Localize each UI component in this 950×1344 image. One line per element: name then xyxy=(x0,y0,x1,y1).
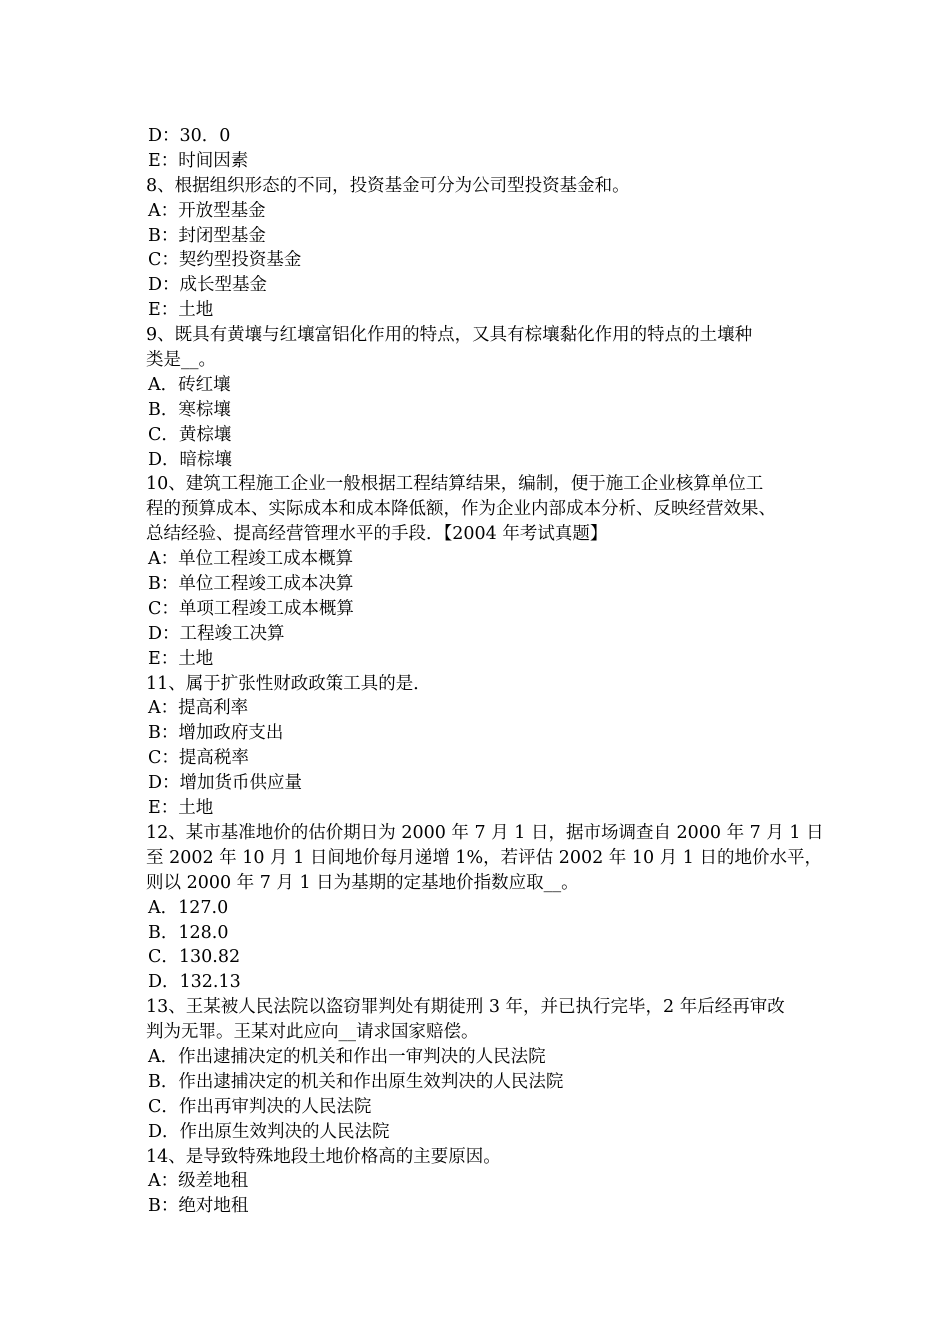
option-line: D：30．0 xyxy=(148,126,231,146)
option-line: C：单项工程竣工成本概算 xyxy=(148,598,354,619)
option-line: B：封闭型基金 xyxy=(148,225,266,246)
question-text xyxy=(146,821,824,896)
option-line: B．作出逮捕决定的机关和作出原生效判决的人民法院 xyxy=(148,1071,564,1092)
option-line: D：增加货币供应量 xyxy=(148,773,303,794)
answer-option xyxy=(148,1095,810,1120)
answer-option xyxy=(148,721,810,746)
answer-option xyxy=(148,647,810,672)
question-line: 14、是导致特殊地段土地价格高的主要原因。 xyxy=(146,1146,501,1167)
answer-option xyxy=(148,896,810,921)
option-line: E：土地 xyxy=(148,648,214,669)
option-line: C：契约型投资基金 xyxy=(148,250,302,271)
option-line: B：单位工程竣工成本决算 xyxy=(148,574,354,595)
option-line: A．作出逮捕决定的机关和作出一审判决的人民法院 xyxy=(148,1046,546,1067)
answer-option xyxy=(148,771,810,796)
answer-option xyxy=(148,1169,810,1194)
option-line: B．寒棕壤 xyxy=(148,399,231,420)
answer-option xyxy=(148,970,810,995)
answer-option xyxy=(148,921,810,946)
option-line: C：提高税率 xyxy=(148,748,249,769)
question-line: 9、既具有黄壤与红壤富铝化作用的特点，又具有棕壤黏化作用的特点的土壤种 xyxy=(146,325,753,346)
answer-option xyxy=(148,622,810,647)
option-line: E：土地 xyxy=(148,798,214,819)
answer-option xyxy=(148,1120,810,1145)
answer-option xyxy=(148,398,810,423)
question-line: 判为无罪。王某对此应向__请求国家赔偿。 xyxy=(146,1022,479,1043)
answer-option xyxy=(148,1194,810,1219)
answer-option xyxy=(148,448,810,473)
option-line: C．黄棕壤 xyxy=(148,424,232,445)
question-text xyxy=(146,672,810,697)
question-line: 则以 2000 年 7 月 1 日为基期的定基地价指数应取__。 xyxy=(146,872,579,893)
answer-option xyxy=(148,696,810,721)
question-line: 至 2002 年 10 月 1 日间地价每月递增 1%，若评估 2002 年 10 月 1 日的地价水平， xyxy=(146,847,822,868)
option-line: C．作出再审判决的人民法院 xyxy=(148,1096,372,1117)
option-line: E：土地 xyxy=(148,300,214,321)
option-line: E：时间因素 xyxy=(148,150,249,171)
answer-option xyxy=(148,373,810,398)
question-line: 12、某市基准地价的估价期日为 2000 年 7 月 1 日，据市场调查自 2000 年 7 月 1 日 xyxy=(146,822,824,843)
question-text xyxy=(146,472,810,547)
answer-option xyxy=(148,224,810,249)
question-line: 8、根据组织形态的不同，投资基金可分为公司型投资基金和。 xyxy=(146,175,630,196)
answer-option xyxy=(148,248,810,273)
answer-option xyxy=(148,1070,810,1095)
question-line: 13、王某被人民法院以盗窃罪判处有期徒刑 3 年，并已执行完毕，2 年后经再审改 xyxy=(146,997,785,1018)
question-line: 10、建筑工程施工企业一般根据工程结算结果，编制，便于施工企业核算单位工 xyxy=(146,474,764,495)
answer-option xyxy=(148,547,810,572)
question-text xyxy=(146,323,810,373)
answer-option xyxy=(148,945,810,970)
answer-option xyxy=(148,796,810,821)
answer-option xyxy=(148,746,810,771)
option-line: A：提高利率 xyxy=(148,698,249,719)
question-text xyxy=(146,174,810,199)
answer-option xyxy=(148,273,810,298)
option-line: C．130.82 xyxy=(148,947,241,968)
answer-option xyxy=(148,199,810,224)
question-line: 程的预算成本、实际成本和成本降低额，作为企业内部成本分析、反映经营效果、 xyxy=(146,499,776,520)
option-line: D．暗棕壤 xyxy=(148,449,233,470)
question-line: 11、属于扩张性财政政策工具的是． xyxy=(146,673,431,694)
question-text xyxy=(146,1145,810,1170)
question-line: 类是__。 xyxy=(146,350,216,371)
option-line: D：工程竣工决算 xyxy=(148,623,285,644)
option-line: A：开放型基金 xyxy=(148,200,266,221)
option-line: D：成长型基金 xyxy=(148,275,268,296)
option-line: A：单位工程竣工成本概算 xyxy=(148,549,354,570)
option-line: A．127.0 xyxy=(148,897,229,918)
option-line: D．作出原生效判决的人民法院 xyxy=(148,1121,390,1142)
answer-option xyxy=(148,572,810,597)
option-line: B：增加政府支出 xyxy=(148,723,284,744)
option-line: B：绝对地租 xyxy=(148,1196,249,1217)
answer-option xyxy=(148,298,810,323)
option-line: A：级差地租 xyxy=(148,1171,249,1192)
answer-option xyxy=(148,124,810,149)
question-text xyxy=(146,995,810,1045)
answer-option xyxy=(148,1045,810,1070)
option-line: D．132.13 xyxy=(148,972,241,993)
option-line: B．128.0 xyxy=(148,922,229,943)
answer-option xyxy=(148,149,810,174)
answer-option xyxy=(148,597,810,622)
answer-option xyxy=(148,423,810,448)
document-body xyxy=(146,124,824,1219)
question-line: 总结经验、提高经营管理水平的手段．【2004 年考试真题】 xyxy=(146,524,608,545)
option-line: A．砖红壤 xyxy=(148,374,231,395)
